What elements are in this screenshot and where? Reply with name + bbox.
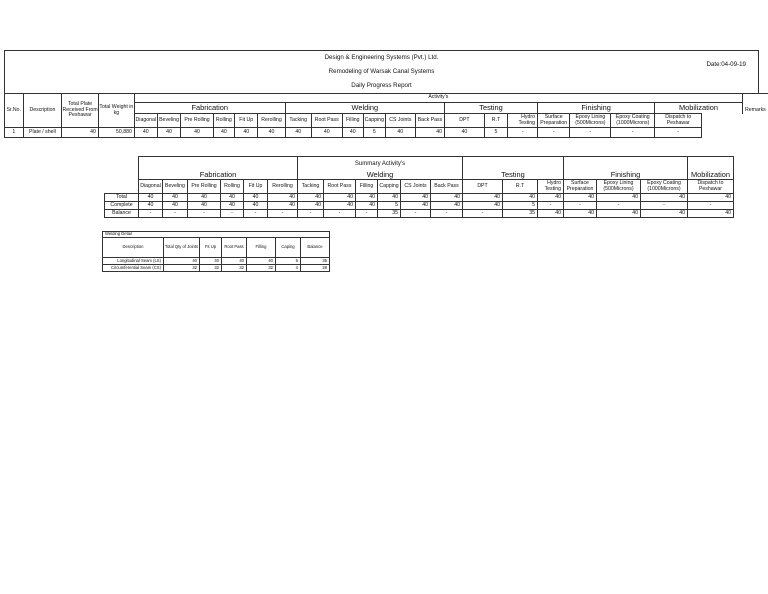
table-row: Longitudinal Seam (LS) 40 40 40 40 5 35 [103,258,330,265]
sub-epoxy-coating: Epoxy Coating (1000Microns) [611,114,655,128]
summary-row-total: Total 40 40 40 40 40 40 40 40 40 40 40 40 40 40 40 40 40 40 40 [105,194,734,202]
sub-surface-prep: Surface Preparation [537,114,569,128]
welding-detail-table [102,231,330,272]
project-name: Remodeling of Warsak Canal Systems [328,68,435,76]
summary-group-mobilization: Mobilization [688,171,734,180]
summary-row-balance: Balance - - - - - - - - - 35 - - - 35 40 40 40 40 40 [105,210,734,218]
table-row: 1 Plate / shell 40 50,880 40 40 40 40 40 40 40 40 40 5 40 40 40 5 - - - - - [5,128,768,138]
report-title: Daily Progress Report [5,80,759,94]
activity-label: Activity's [134,94,742,103]
sub-root-pass: Root Pass [311,114,342,128]
table-row: Circumferential Seam (CS) 32 32 32 32 4 28 [103,265,330,272]
sub-back-pass: Back Pass [415,114,444,128]
group-fabrication: Fabrication [134,103,285,114]
summary-table [104,156,734,218]
sub-dpt: DPT [445,114,485,128]
group-welding: Welding [285,103,444,114]
summary-row-complete: Complete 40 40 40 40 40 40 40 40 40 5 40 40 40 5 - - - - - [105,202,734,210]
summary-group-welding: Welding [298,171,463,180]
report-header [4,50,759,94]
summary-title: Summary Activity's [298,157,463,171]
progress-table [4,93,768,138]
sub-rolling: Rolling [213,114,234,128]
sub-rerolling: Rerolling [258,114,285,128]
sub-dispatch: Dispatch to Peshawar [655,114,702,128]
summary-group-finishing: Finishing [564,171,688,180]
group-mobilization: Mobilization [655,103,743,114]
sub-rt: R.T [484,114,507,128]
summary-sub-header-row: Diagonal Beveling Pre Rolling Rolling Fit Up Rerolling Tacking Root Pass Filling Capping CS Joints Back Pass DPT R.T Hydro Testing Surface Preparation Epoxy Lining (500Microns) Epoxy Coating (1000Microns) Dispatch to Peshawar [105,180,734,194]
sub-cs-joints: CS Joints [385,114,415,128]
report-date: Date:04-09-19 [706,60,746,68]
sub-beveling: Beveling [157,114,181,128]
welding-detail-header-row: Description Total Qty of Joints Fit Up Root Pass Filling Caping Balance [103,238,330,258]
sub-tacking: Tacking [285,114,311,128]
company-name: Design & Engineering Systems (Pvt.) Ltd. [5,51,759,66]
sub-hydro-testing: Hydro Testing [508,114,538,128]
sub-filling: Filling [342,114,363,128]
col-remarks: Remarks [742,94,768,128]
col-plates-received: Total Plate Received From Peshawar [62,94,99,128]
sub-pre-rolling: Pre Rolling [181,114,213,128]
welding-detail-title: Welding Detail [103,232,330,238]
sub-epoxy-lining: Epoxy Lining (500Microns) [570,114,611,128]
sub-fit-up: Fit Up [235,114,258,128]
group-finishing: Finishing [537,103,654,114]
sub-diagonal: Diagonal [134,114,157,128]
col-srno: Sr.No. [5,94,24,128]
col-total-weight: Total Weight in kg [98,94,134,128]
sub-capping: Capping [363,114,385,128]
summary-group-fabrication: Fabrication [139,171,298,180]
col-description: Description [23,94,62,128]
group-testing: Testing [445,103,538,114]
summary-group-testing: Testing [463,171,564,180]
